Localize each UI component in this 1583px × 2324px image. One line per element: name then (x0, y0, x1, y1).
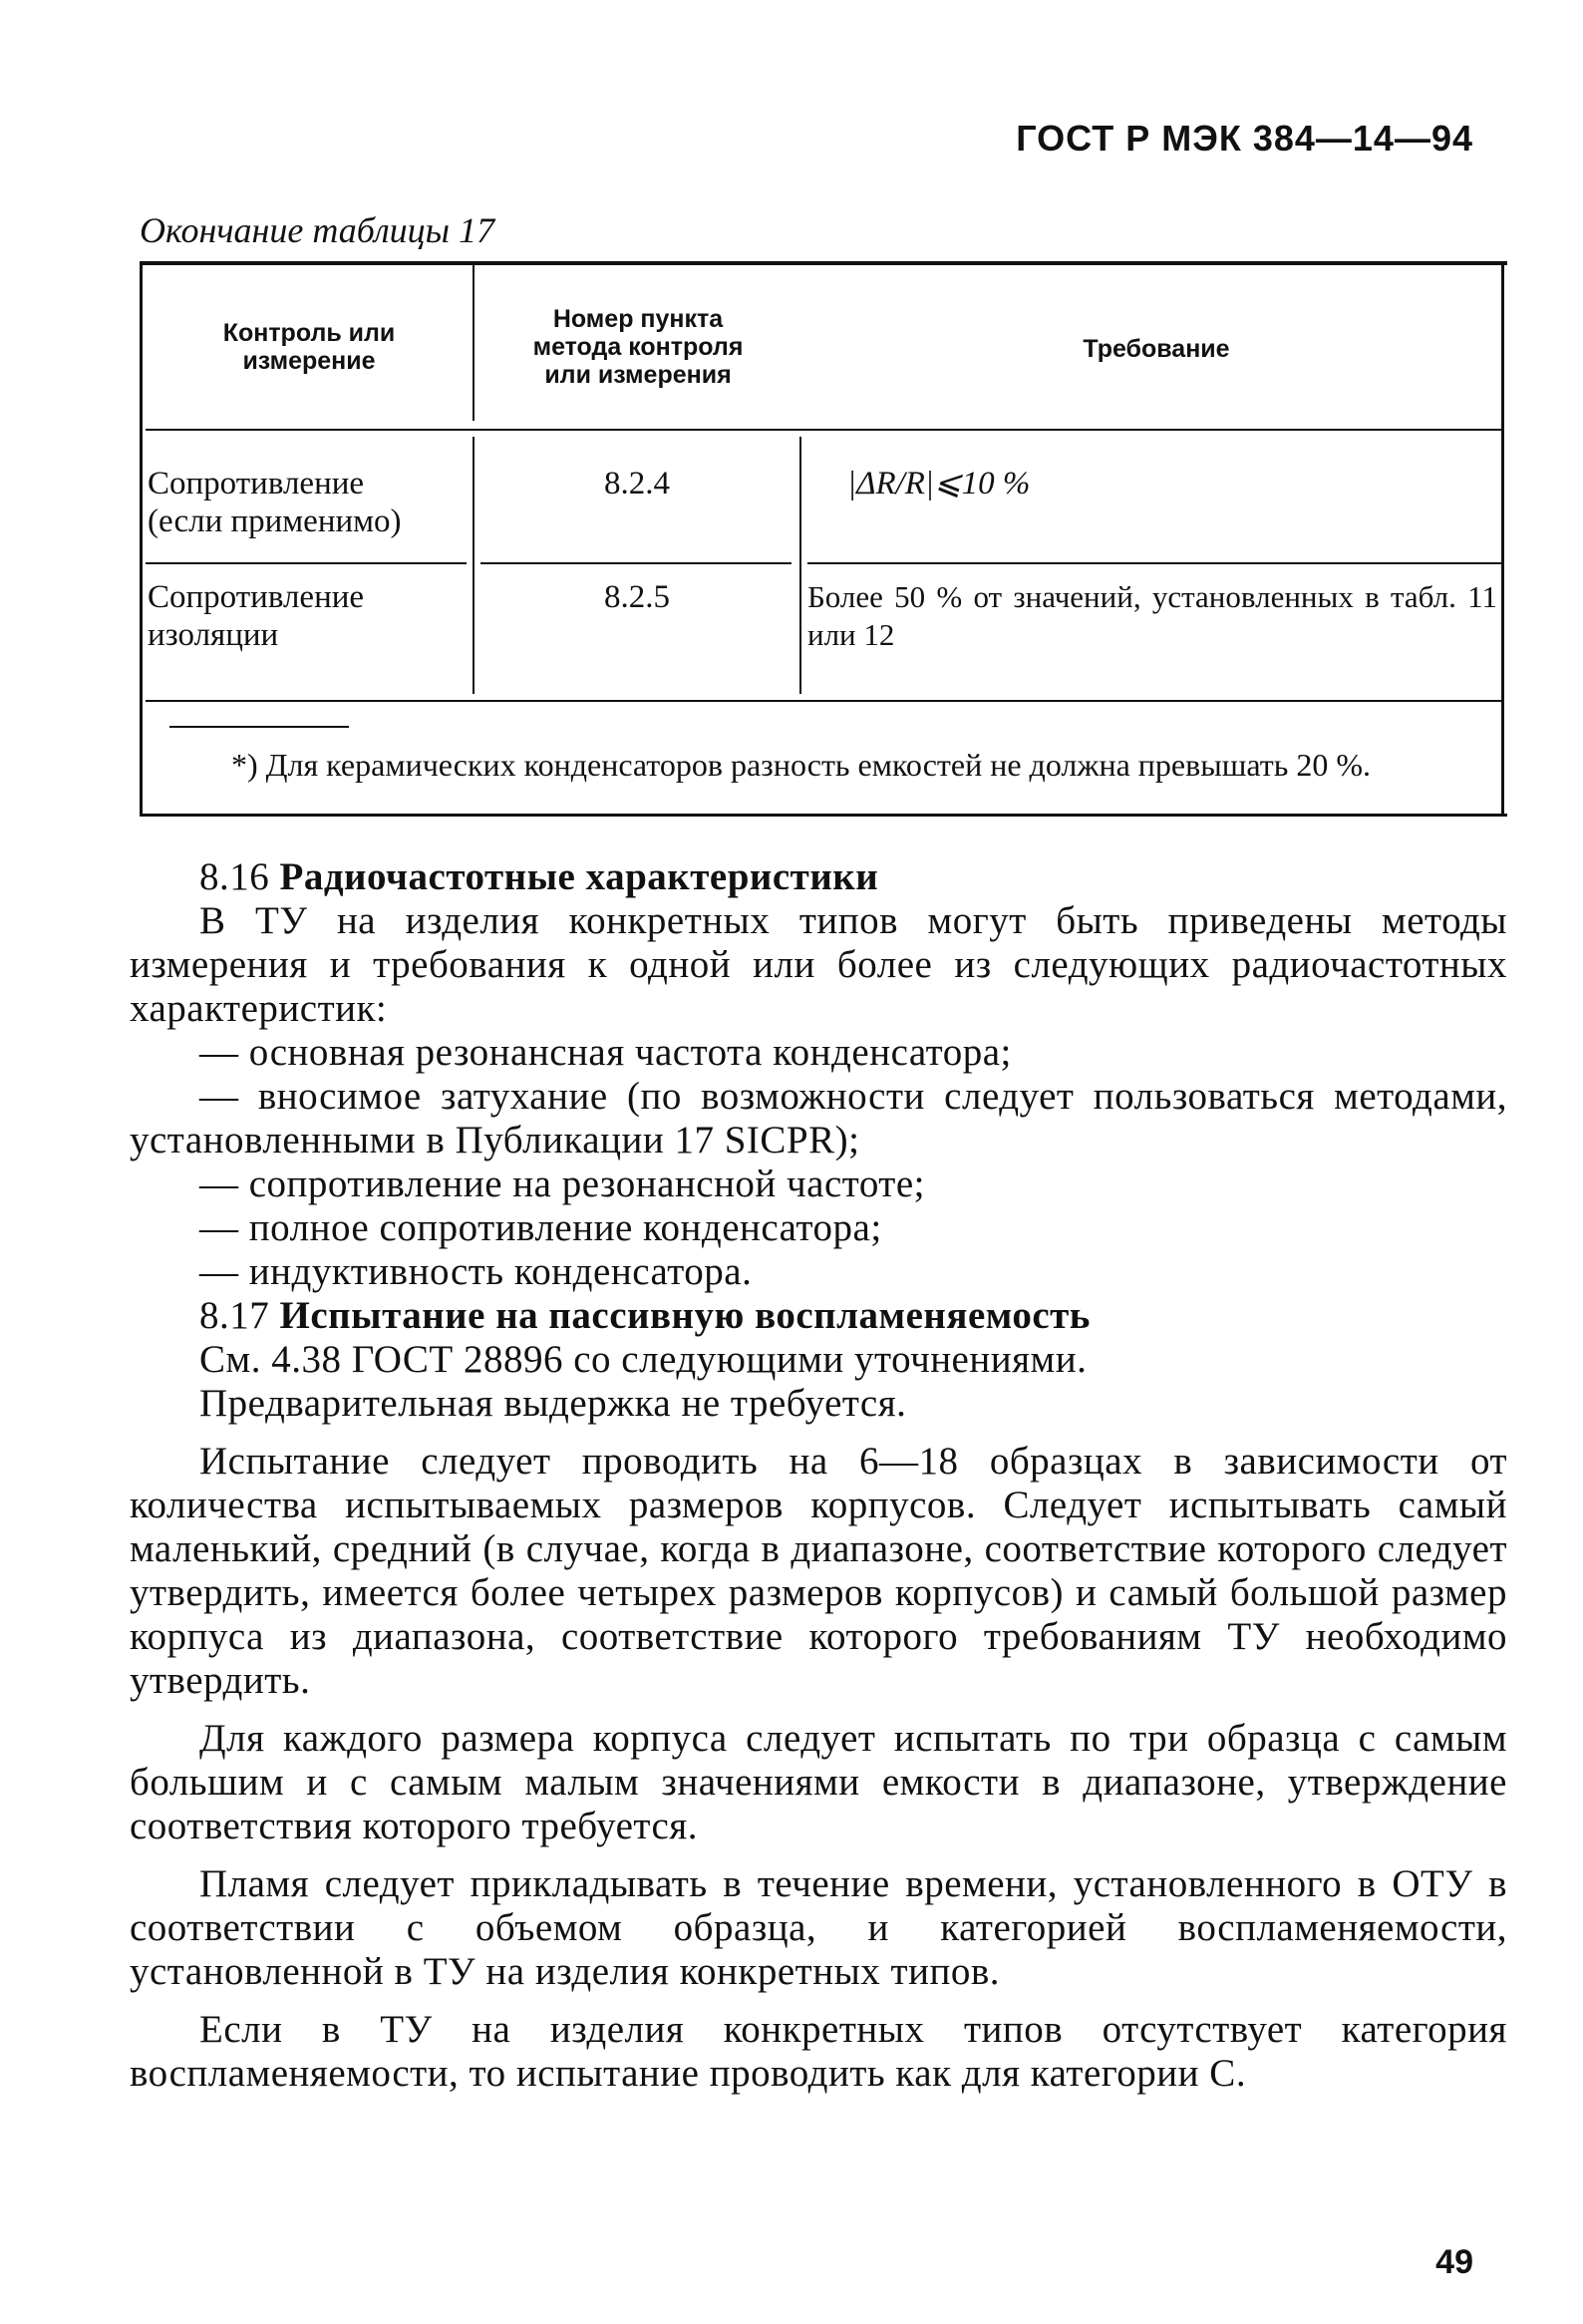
section-8-16-heading (130, 855, 1507, 899)
column-divider-2 (799, 437, 801, 694)
table-17 (140, 261, 1507, 826)
table-left-border (140, 261, 143, 817)
paragraph: Испытание следует проводить на 6—18 образцах в зависимости от количества испытываемых размеров корпусов. Следует испытывать самый маленький, средний (в случае, когда в диапазоне, соответствие которого следует утвердить, имеется более четырех размеров корпусов) и самый большой размер корпуса из диапазона, соответствие которого требованиям ТУ необходимо утвердить. (130, 1440, 1507, 1702)
paragraph: Для каждого размера корпуса следует испытать по три образца с самым большим и с самым малым значениями емкости в диапазоне, утверждение соответствия которого требуется. (130, 1717, 1507, 1847)
table-footnote: *) Для керамических конденсаторов разность емкостей не должна превышать 20 %. (231, 747, 1371, 783)
list-item: — сопротивление на резонансной частоте; (199, 1162, 925, 1205)
paragraph: Если в ТУ на изделия конкретных типов отсутствует категория воспламеняемости, то испытание проводить как для категории С. (130, 2008, 1507, 2095)
section-8-17-heading (130, 1294, 1507, 1338)
page-number: 49 (1435, 2243, 1473, 2281)
list-item: — вносимое затухание (по возможности следует пользоваться методами, установленными в Публикации 17 SICPR); (130, 1075, 1507, 1162)
row2-method: 8.2.5 (604, 579, 670, 615)
paragraph: См. 4.38 ГОСТ 28896 со следующими уточнениями. (199, 1338, 1088, 1381)
section-title: Радиочастотные характеристики (279, 855, 879, 898)
row-separator-col1 (146, 562, 467, 564)
standard-code-header: ГОСТ Р МЭК 384—14—94 (1016, 118, 1473, 159)
table-right-border (1501, 261, 1504, 817)
section-number: 8.17 (199, 1294, 270, 1337)
row-separator-col2 (480, 562, 792, 564)
table-bottom-rule (140, 814, 1507, 817)
section-8-16-intro: В ТУ на изделия конкретных типов могут быть приведены методы измерения и требования к одной или более из следующих радиочастотных характеристик: (130, 899, 1507, 1030)
table-caption: Окончание таблицы 17 (140, 210, 495, 250)
row2-requirement: Более 50 % от значений, установленных в табл. 11 или 12 (807, 579, 1497, 652)
table-header-rule (146, 429, 1501, 431)
list-item: — индуктивность конденсатора. (199, 1250, 753, 1293)
column-divider-1 (473, 265, 475, 421)
paragraph: Пламя следует прикладывать в течение времени, установленного в ОТУ в соответствии с объемом образца, и категорией воспламеняемости, установленной в ТУ на изделия конкретных типов. (130, 1862, 1507, 1993)
row1-requirement: |ΔR/R|⩽10 % (847, 466, 1031, 501)
list-item: — полное сопротивление конденсатора; (199, 1206, 882, 1249)
section-title: Испытание на пассивную воспламеняемость (279, 1294, 1091, 1337)
column-header-requirement: Требование (1083, 335, 1230, 363)
row2-check: Сопротивление изоляции (148, 579, 365, 653)
row1-method: 8.2.4 (604, 466, 670, 501)
table-top-rule (140, 261, 1507, 265)
column-divider-1-body (473, 437, 475, 694)
row-separator-col3 (807, 562, 1501, 564)
list-item: — основная резонансная частота конденсатора; (199, 1031, 1012, 1074)
section-number: 8.16 (199, 855, 270, 898)
column-header-check: Контроль или измерение (222, 319, 396, 375)
footnote-rule (169, 726, 349, 728)
column-header-method: Номер пункта метода контроля или измерения (532, 305, 744, 389)
paragraph: Предварительная выдержка не требуется. (199, 1382, 907, 1425)
body-text (130, 855, 1507, 2096)
table-body-end-rule (146, 700, 1501, 702)
row1-check: Сопротивление (если применимо) (148, 466, 402, 539)
